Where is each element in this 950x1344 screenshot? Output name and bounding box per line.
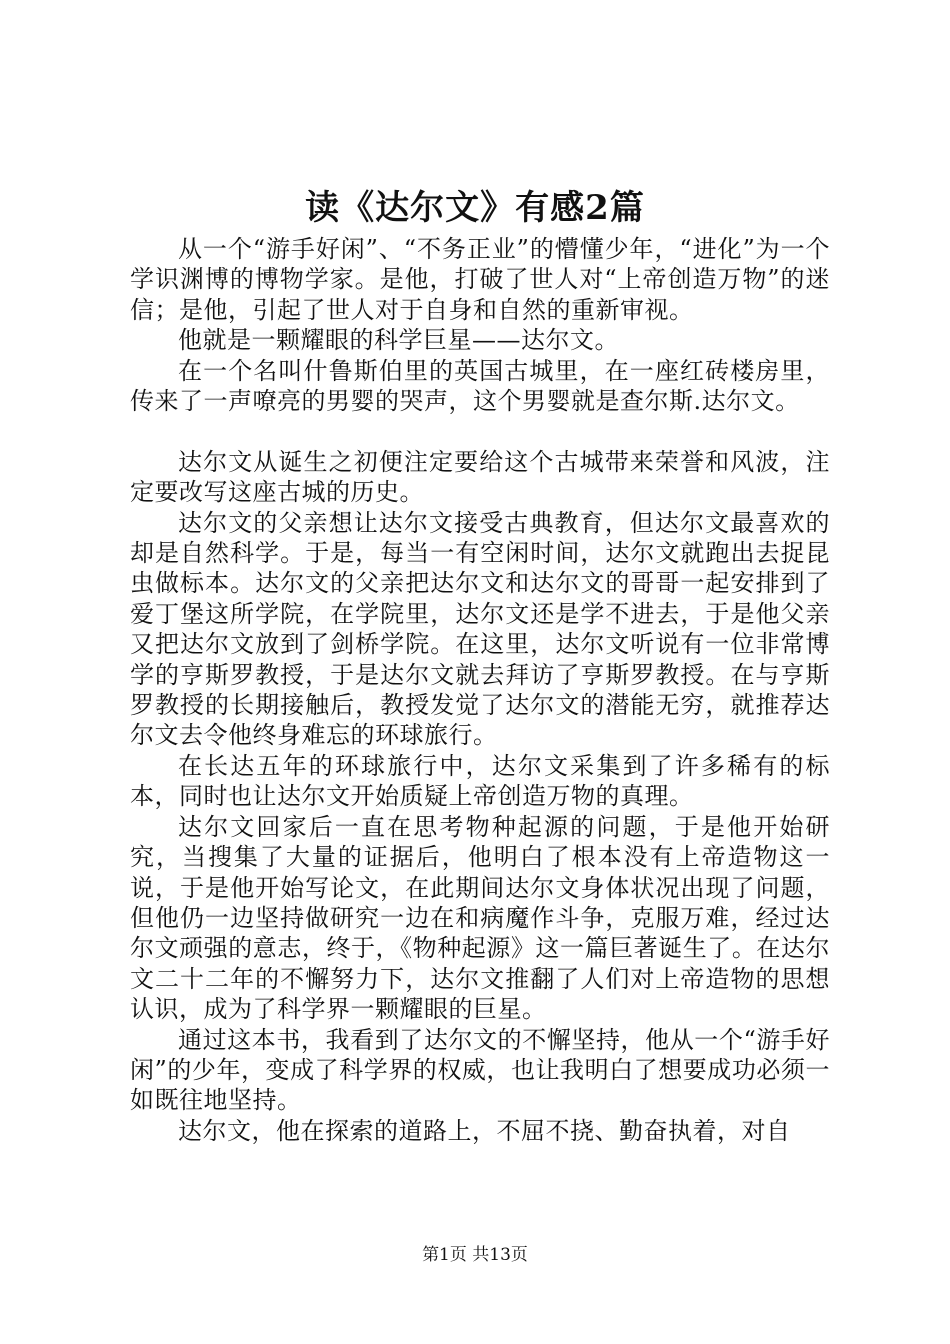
document-body (130, 234, 830, 1146)
paragraph: 在长达五年的环球旅行中，达尔文采集到了许多稀有的标本，同时也让达尔文开始质疑上帝创造万物的真理。 (130, 751, 830, 811)
document-title: 读《达尔文》有感2篇 (305, 188, 645, 228)
page-number-footer: 第1页 共13页 (422, 1245, 528, 1265)
paragraph: 达尔文从诞生之初便注定要给这个古城带来荣誉和风波，注定要改写这座古城的历史。 (130, 447, 830, 507)
paragraph: 从一个“游手好闲”、“不务正业”的懵懂少年，“进化”为一个学识渊博的博物学家。是他，打破了世人对“上帝创造万物”的迷信；是他，引起了世人对于自身和自然的重新审视。 (130, 235, 830, 324)
paragraph: 达尔文回家后一直在思考物种起源的问题，于是他开始研究，当搜集了大量的证据后，他明白了根本没有上帝造物这一说，于是他开始写论文，在此期间达尔文身体状况出现了问题，但他仍一边坚持做研究一边在和病魔作斗争，克服万难，经过达尔文顽强的意志，终于，《物种起源》这一篇巨著诞生了。在达尔文二十二年的不懈努力下，达尔文推翻了人们对上帝造物的思想认识，成为了科学界一颗耀眼的巨星。 (130, 812, 830, 1024)
paragraph: 达尔文的父亲想让达尔文接受古典教育，但达尔文最喜欢的却是自然科学。于是，每当一有空闲时间，达尔文就跑出去捉昆虫做标本。达尔文的父亲把达尔文和达尔文的哥哥一起安排到了爱丁堡这所学院，在学院里，达尔文还是学不进去，于是他父亲又把达尔文放到了剑桥学院。在这里，达尔文听说有一位非常博学的亨斯罗教授，于是达尔文就去拜访了亨斯罗教授。在与亨斯罗教授的长期接触后，教授发觉了达尔文的潜能无穷，就推荐达尔文去令他终身难忘的环球旅行。 (130, 508, 830, 750)
paragraph: 达尔文，他在探索的道路上，不屈不挠、勤奋执着，对自 (178, 1116, 791, 1145)
paragraph-spacer (130, 416, 830, 446)
paragraph: 他就是一颗耀眼的科学巨星——达尔文。 (178, 326, 619, 355)
paragraph: 通过这本书，我看到了达尔文的不懈坚持，他从一个“游手好闲”的少年，变成了科学界的权威，也让我明白了想要成功必须一如既往地坚持。 (130, 1025, 830, 1115)
paragraph: 在一个名叫什鲁斯伯里的英国古城里，在一座红砖楼房里，传来了一声嘹亮的男婴的哭声，这个男婴就是查尔斯.达尔文。 (130, 356, 830, 416)
